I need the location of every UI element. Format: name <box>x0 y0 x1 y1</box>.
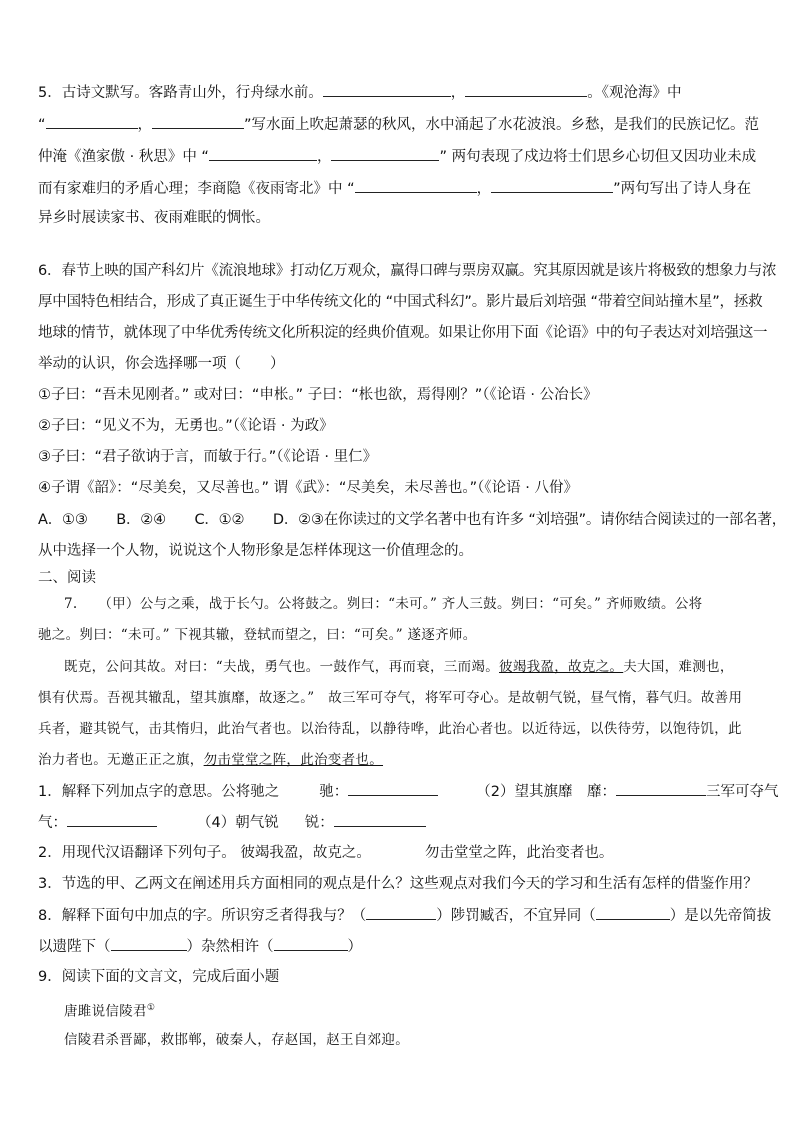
answer-blank[interactable] <box>616 781 706 796</box>
q7-sub2: 2．用现代汉语翻译下列句子。 彼竭我盈，故克之。 勿击堂堂之阵，此治变者也。 <box>38 845 614 861</box>
underlined-sentence: 彼竭我盈，故克之。 <box>499 659 624 675</box>
answer-blank[interactable] <box>152 114 244 129</box>
q6-answer-cont: 从中选择一个人物，说说这个人物形象是怎样体现这一价值理念的。 <box>38 543 473 559</box>
answer-blank[interactable] <box>111 936 187 951</box>
q6-answer-choices: A．①③ B．②④ C．①② D．②③在你读过的文学名著中也有许多 “刘培强”。请你结合阅读过的一部名著， <box>38 512 787 528</box>
section-heading: 二、阅读 <box>38 570 96 586</box>
answer-blank[interactable] <box>596 905 670 920</box>
q6-line2: 厚中国特色相结合，形成了真正诞生于中华传统文化的 “中国式科幻”。影片最后刘培强 “带着空间站撞木星”，拯救 <box>38 294 763 310</box>
q5-line2: “ ， ”写水面上吹起萧瑟的秋风，水中涌起了水花波浪。乡愁，是我们的民族记忆。范 <box>38 114 759 135</box>
answer-blank[interactable] <box>323 82 451 97</box>
q6-line4: 举动的认识，你会选择哪一项（ ） <box>38 356 285 372</box>
q7-passage-2: 驰之。刿曰：“未可。” 下视其辙，登轼而望之，曰：“可矣。” 遂逐齐师。 <box>38 627 477 643</box>
q7-passage-4: 惧有伏焉。吾视其辙乱，望其旗靡，故逐之。” 故三军可夺气，将军可夺心。是故朝气锐，昼气惰，暮气归。故善用 <box>38 690 743 706</box>
q7-passage-3: 既克，公问其故。对曰：“夫战，勇气也。一鼓作气，再而衰，三而竭。彼竭我盈，故克之。夫大国，难测也， <box>64 659 734 675</box>
answer-blank[interactable] <box>491 178 613 193</box>
q7-sub3: 3．节选的甲、乙两文在阐述用兵方面相同的观点是什么？这些观点对我们今天的学习和生活有怎样的借鉴作用？ <box>38 876 758 892</box>
answer-blank[interactable] <box>366 905 436 920</box>
answer-blank[interactable] <box>67 812 157 827</box>
q6-option-2: ②子曰：“见义不为，无勇也。”（《论语 · 为政》 <box>38 418 334 434</box>
q8-line2: 以遗陛下（ ）杂然相许（ ） <box>38 936 362 957</box>
q5-line4: 而有家难归的矛盾心理；李商隐《夜雨寄北》中 “ ， ”两句写出了诗人身在 <box>38 178 751 199</box>
footnote-marker: ① <box>146 1003 156 1013</box>
q8-line1: 8．解释下面句中加点的字。所识穷乏者得我与？（ ）陟罚臧否，不宜异同（ ）是以先帝简拔 <box>38 905 771 926</box>
answer-blank[interactable] <box>348 781 438 796</box>
answer-blank[interactable] <box>274 936 348 951</box>
q7-passage-1: 7. （甲）公与之乘，战于长勺。公将鼓之。刿曰：“未可。” 齐人三鼓。刿曰：“可矣。” 齐师败绩。公将 <box>64 596 703 612</box>
answer-blank[interactable] <box>209 146 317 161</box>
q5-line1: 5．古诗文默写。客路青山外，行舟绿水前。 ， 。《观沧海》中 <box>38 82 681 103</box>
q6-line1: 6．春节上映的国产科幻片《流浪地球》打动亿万观众，赢得口碑与票房双赢。究其原因就是该片将极致的想象力与浓 <box>38 263 777 279</box>
q6-option-4: ④子谓《韶》：“尽美矣，又尽善也。” 谓《武》：“尽美矣，未尽善也。”（《论语 · 八佾》 <box>38 480 578 496</box>
q5-line5: 异乡时展读家书、夜雨难眠的惆怅。 <box>38 210 270 226</box>
q9-line1: 9．阅读下面的文言文，完成后面小题 <box>38 969 280 985</box>
underlined-sentence: 勿击堂堂之阵，此治变者也。 <box>203 752 384 768</box>
answer-blank[interactable] <box>355 178 477 193</box>
q5-text: 5．古诗文默写。客路青山外，行舟绿水前。 <box>38 85 323 101</box>
q9-passage-1: 信陵君杀晋鄙，救邯郸，破秦人，存赵国，赵王自郊迎。 <box>64 1032 409 1048</box>
answer-blank[interactable] <box>46 114 138 129</box>
q5-line3: 仲淹《渔家傲 · 秋思》中 “ ， ” 两句表现了戍边将士们思乡心切但又因功业未成 <box>38 146 756 167</box>
q7-passage-5: 兵者，避其锐气，击其惰归，此治气者也。以治待乱，以静待哗，此治心者也。以近待远，以佚待劳，以饱待饥，此 <box>38 721 742 737</box>
q7-sub1: 1．解释下列加点字的意思。公将驰之 驰： （2）望其旗靡 靡： 三军可夺气 <box>38 781 778 802</box>
q6-option-3: ③子曰：“君子欲讷于言，而敏于行。”（《论语 · 里仁》 <box>38 449 378 465</box>
q9-passage-title: 唐雎说信陵君① <box>64 1003 156 1020</box>
answer-blank[interactable] <box>334 812 426 827</box>
q6-line3: 地球的情节，就体现了中华优秀传统文化所积淀的经典价值观。如果让你用下面《论语》中的句子表达对刘培强这一 <box>38 325 768 341</box>
q7-passage-6: 治力者也。无邀正正之旗，勿击堂堂之阵，此治变者也。 <box>38 752 384 768</box>
q6-option-1: ①子曰：“吾未见刚者。” 或对曰：“申枨。” 子曰：“枨也欲，焉得刚？”（《论语 · 公冶长》 <box>38 387 598 403</box>
answer-blank[interactable] <box>331 146 439 161</box>
answer-blank[interactable] <box>465 82 587 97</box>
q7-sub1-cont: 气： （4）朝气锐 锐： <box>38 812 426 833</box>
